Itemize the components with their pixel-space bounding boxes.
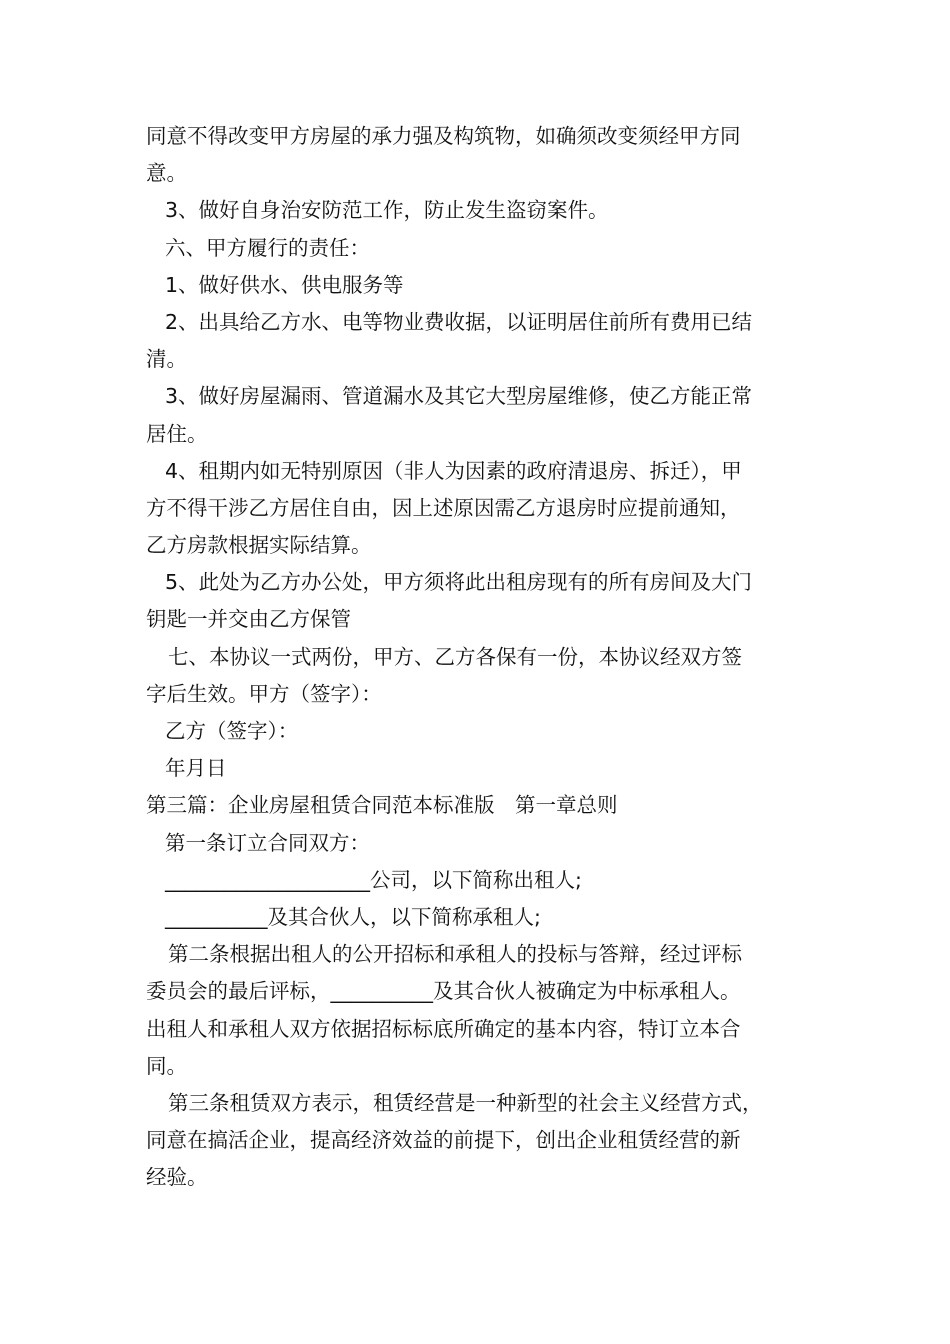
date-line: 年月日 [165, 756, 227, 781]
paragraph-line: 5、此处为乙方办公处，甲方须将此出租房现有的所有房间及大门 [165, 570, 753, 595]
document-body [146, 118, 814, 1196]
paragraph-line: 第三条租赁双方表示，租赁经营是一种新型的社会主义经营方式， [168, 1090, 763, 1115]
paragraph-line: 4、租期内如无特别原因（非人为因素的政府清退房、拆迁），甲 [165, 458, 742, 483]
paragraph-line: 2、出具给乙方水、电等物业费收据，以证明居住前所有费用已结 [165, 309, 753, 334]
section-heading: 七、本协议一式两份，甲方、乙方各保有一份，本协议经双方签 [168, 644, 742, 669]
paragraph-line: 第二条根据出租人的公开招标和承租人的投标与答辩，经过评标 [168, 942, 742, 967]
blank-fill-line: ____________________公司，以下简称出租人; [165, 867, 582, 892]
paragraph-line: 字后生效。甲方（签字）： [146, 681, 382, 706]
chapter-title: 第三篇：企业房屋租赁合同范本标准版 第一章总则 [146, 793, 618, 818]
paragraph-line: 乙方房款根据实际结算。 [146, 533, 372, 558]
paragraph-line: 出租人和承租人双方依据招标标底所确定的基本内容，特订立本合 [146, 1016, 741, 1041]
paragraph-line: 3、做好自身治安防范工作，防止发生盗窃案件。 [165, 198, 609, 223]
section-heading: 六、甲方履行的责任： [165, 235, 370, 260]
signature-line: 乙方（签字）： [165, 719, 299, 743]
paragraph-line: 3、做好房屋漏雨、管道漏水及其它大型房屋维修，使乙方能正常 [165, 384, 753, 409]
paragraph-line: 委员会的最后评标，__________及其合伙人被确定为中标承租人。 [146, 979, 741, 1004]
paragraph-line: 同。 [146, 1053, 187, 1078]
paragraph-line: 经验。 [146, 1165, 208, 1190]
paragraph-line: 1、做好供水、供电服务等 [165, 272, 404, 297]
article-heading: 第一条订立合同双方： [165, 830, 370, 855]
paragraph-line: 清。 [146, 347, 187, 372]
paragraph-line: 意。 [146, 161, 187, 186]
paragraph-line: 方不得干涉乙方居住自由，因上述原因需乙方退房时应提前通知， [146, 495, 741, 520]
paragraph-line: 同意在搞活企业，提高经济效益的前提下，创出企业租赁经营的新 [146, 1128, 741, 1153]
blank-fill-line: __________及其合伙人，以下简称承租人; [165, 904, 541, 929]
paragraph-line: 同意不得改变甲方房屋的承力强及构筑物，如确须改变须经甲方同 [146, 124, 741, 148]
paragraph-line: 钥匙一并交由乙方保管 [146, 607, 351, 632]
paragraph-line: 居住。 [146, 421, 208, 446]
